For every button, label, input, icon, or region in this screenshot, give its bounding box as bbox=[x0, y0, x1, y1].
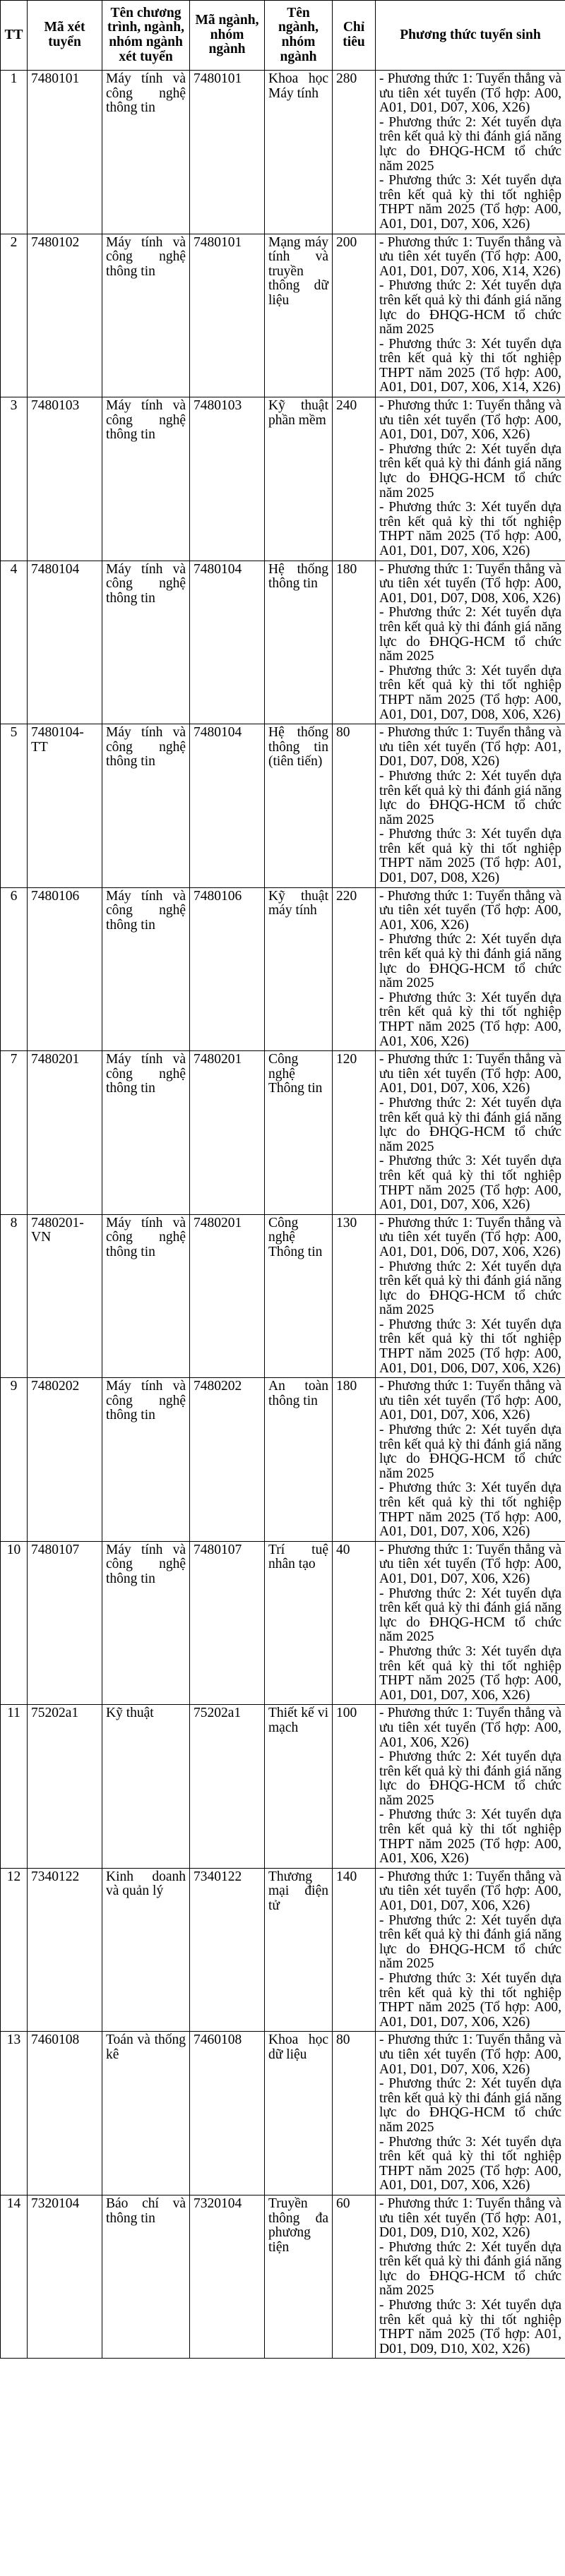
header-row bbox=[1, 1, 565, 71]
table-row bbox=[1, 724, 565, 888]
cell-ma-xet-tuyen: 7480104-TT bbox=[28, 724, 102, 888]
cell-chi-tieu: 130 bbox=[333, 1214, 376, 1378]
cell-ma-xet-tuyen: 7480202 bbox=[28, 1378, 102, 1542]
header-ma-nganh: Mã ngành, nhóm ngành bbox=[190, 1, 265, 71]
cell-ten-nganh: Truyền thông đa phương tiện bbox=[265, 2195, 333, 2359]
cell-tt: 4 bbox=[1, 561, 28, 724]
cell-chi-tieu: 180 bbox=[333, 561, 376, 724]
admission-method: - Phương thức 1: Tuyển thẳng và ưu tiên xét tuyển (Tổ hợp: A01, D01, D07, D08, X26) bbox=[379, 725, 561, 769]
cell-chi-tieu: 200 bbox=[333, 234, 376, 397]
header-ma-xet-tuyen: Mã xét tuyển bbox=[28, 1, 102, 71]
table-row bbox=[1, 561, 565, 724]
admission-method: - Phương thức 2: Xét tuyển dựa trên kết quả kỳ thi đánh giá năng lực do ĐHQG-HCM tổ chức năm 2025 bbox=[379, 1095, 561, 1154]
cell-ma-nganh: 75202a1 bbox=[190, 1705, 265, 1869]
admission-method: - Phương thức 3: Xét tuyển dựa trên kết quả kỳ thi tốt nghiệp THPT năm 2025 (Tổ hợp: A00, A01, D01, D07, X06, X26) bbox=[379, 1154, 561, 1213]
cell-phuong-thuc bbox=[376, 2032, 565, 2195]
cell-ten-nganh: Kỹ thuật máy tính bbox=[265, 887, 333, 1051]
admission-method: - Phương thức 3: Xét tuyển dựa trên kết quả kỳ thi tốt nghiệp THPT năm 2025 (Tổ hợp: A00, A01, D01, D07, X06, X26) bbox=[379, 1971, 561, 2030]
cell-chuong-trinh: Máy tính và công nghệ thông tin bbox=[102, 1214, 190, 1378]
admission-method: - Phương thức 1: Tuyển thẳng và ưu tiên xét tuyển (Tổ hợp: A00, A01, D01, D07, X06, X26) bbox=[379, 1542, 561, 1586]
cell-phuong-thuc bbox=[376, 1868, 565, 2032]
admission-method: - Phương thức 1: Tuyển thẳng và ưu tiên xét tuyển (Tổ hợp: A00, A01, D01, D06, D07, X06, X26) bbox=[379, 1215, 561, 1259]
admission-method: - Phương thức 3: Xét tuyển dựa trên kết quả kỳ thi tốt nghiệp THPT năm 2025 (Tổ hợp: A00, A01, D01, D07, X06, X26) bbox=[379, 1643, 561, 1703]
cell-ten-nganh: Thương mại điện tử bbox=[265, 1868, 333, 2032]
cell-tt: 10 bbox=[1, 1541, 28, 1705]
admission-method: - Phương thức 1: Tuyển thẳng và ưu tiên xét tuyển (Tổ hợp: A00, A01, X06, X26) bbox=[379, 1706, 561, 1750]
cell-ma-xet-tuyen: 7320104 bbox=[28, 2195, 102, 2359]
cell-ma-xet-tuyen: 7480103 bbox=[28, 397, 102, 561]
cell-ma-nganh: 7480103 bbox=[190, 397, 265, 561]
cell-tt: 9 bbox=[1, 1378, 28, 1542]
cell-chi-tieu: 80 bbox=[333, 2032, 376, 2195]
admission-method: - Phương thức 2: Xét tuyển dựa trên kết quả kỳ thi đánh giá năng lực do ĐHQG-HCM tổ chức năm 2025 bbox=[379, 1422, 561, 1481]
cell-ma-xet-tuyen: 7480104 bbox=[28, 561, 102, 724]
table-row bbox=[1, 1868, 565, 2032]
cell-ma-xet-tuyen: 7480201-VN bbox=[28, 1214, 102, 1378]
cell-ten-nganh: An toàn thông tin bbox=[265, 1378, 333, 1542]
cell-ma-nganh: 7320104 bbox=[190, 2195, 265, 2359]
cell-ma-nganh: 7480202 bbox=[190, 1378, 265, 1542]
cell-tt: 1 bbox=[1, 71, 28, 234]
cell-tt: 3 bbox=[1, 397, 28, 561]
cell-phuong-thuc bbox=[376, 1378, 565, 1542]
cell-ma-xet-tuyen: 7480201 bbox=[28, 1051, 102, 1215]
table-row bbox=[1, 397, 565, 561]
cell-phuong-thuc bbox=[376, 887, 565, 1051]
cell-chuong-trinh: Máy tính và công nghệ thông tin bbox=[102, 724, 190, 888]
cell-tt: 2 bbox=[1, 234, 28, 397]
cell-ma-xet-tuyen: 7480106 bbox=[28, 887, 102, 1051]
cell-phuong-thuc bbox=[376, 1705, 565, 1869]
table-row bbox=[1, 1051, 565, 1215]
cell-chuong-trinh: Máy tính và công nghệ thông tin bbox=[102, 561, 190, 724]
table-row bbox=[1, 1378, 565, 1542]
cell-ma-nganh: 7480101 bbox=[190, 71, 265, 234]
header-tt: TT bbox=[1, 1, 28, 71]
header-phuong-thuc: Phương thức tuyển sinh bbox=[376, 1, 565, 71]
cell-chuong-trinh: Kinh doanh và quản lý bbox=[102, 1868, 190, 2032]
cell-phuong-thuc bbox=[376, 724, 565, 888]
admission-method: - Phương thức 2: Xét tuyển dựa trên kết quả kỳ thi đánh giá năng lực do ĐHQG-HCM tổ chức năm 2025 bbox=[379, 768, 561, 827]
admission-method: - Phương thức 2: Xét tuyển dựa trên kết quả kỳ thi đánh giá năng lực do ĐHQG-HCM tổ chức năm 2025 bbox=[379, 114, 561, 174]
table-row bbox=[1, 2195, 565, 2359]
admission-method: - Phương thức 3: Xét tuyển dựa trên kết quả kỳ thi tốt nghiệp THPT năm 2025 (Tổ hợp: A00, A01, D01, D07, D08, X06, X26) bbox=[379, 663, 561, 722]
header-chi-tieu: Chỉ tiêu bbox=[333, 1, 376, 71]
cell-ma-nganh: 7480201 bbox=[190, 1214, 265, 1378]
table-row bbox=[1, 2032, 565, 2195]
cell-tt: 8 bbox=[1, 1214, 28, 1378]
cell-ma-xet-tuyen: 75202a1 bbox=[28, 1705, 102, 1869]
cell-chuong-trinh: Máy tính và công nghệ thông tin bbox=[102, 397, 190, 561]
table-row bbox=[1, 234, 565, 397]
cell-chi-tieu: 140 bbox=[333, 1868, 376, 2032]
admission-method: - Phương thức 3: Xét tuyển dựa trên kết quả kỳ thi tốt nghiệp THPT năm 2025 (Tổ hợp: A01, D01, D09, D10, X02, X26) bbox=[379, 2298, 561, 2356]
cell-chuong-trinh: Máy tính và công nghệ thông tin bbox=[102, 1378, 190, 1542]
cell-ten-nganh: Hệ thống thông tin bbox=[265, 561, 333, 724]
admission-method: - Phương thức 2: Xét tuyển dựa trên kết quả kỳ thi đánh giá năng lực do ĐHQG-HCM tổ chức năm 2025 bbox=[379, 1749, 561, 1808]
cell-chuong-trinh: Báo chí và thông tin bbox=[102, 2195, 190, 2359]
cell-chuong-trinh: Máy tính và công nghệ thông tin bbox=[102, 1051, 190, 1215]
admission-method: - Phương thức 2: Xét tuyển dựa trên kết quả kỳ thi đánh giá năng lực do ĐHQG-HCM tổ chức năm 2025 bbox=[379, 605, 561, 664]
admission-method: - Phương thức 2: Xét tuyển dựa trên kết quả kỳ thi đánh giá năng lực do ĐHQG-HCM tổ chức năm 2025 bbox=[379, 1586, 561, 1645]
cell-chi-tieu: 120 bbox=[333, 1051, 376, 1215]
admission-method: - Phương thức 3: Xét tuyển dựa trên kết quả kỳ thi tốt nghiệp THPT năm 2025 (Tổ hợp: A00, A01, D01, D07, X06, X26) bbox=[379, 173, 561, 232]
cell-phuong-thuc bbox=[376, 234, 565, 397]
cell-ma-nganh: 7480104 bbox=[190, 724, 265, 888]
cell-tt: 11 bbox=[1, 1705, 28, 1869]
header-ten-chuong-trinh: Tên chương trình, ngành, nhóm ngành xét tuyển bbox=[102, 1, 190, 71]
cell-phuong-thuc bbox=[376, 561, 565, 724]
cell-chuong-trinh: Máy tính và công nghệ thông tin bbox=[102, 71, 190, 234]
table-header bbox=[1, 1, 565, 71]
cell-ten-nganh: Kỹ thuật phần mềm bbox=[265, 397, 333, 561]
cell-ma-nganh: 7480104 bbox=[190, 561, 265, 724]
cell-phuong-thuc bbox=[376, 71, 565, 234]
cell-chi-tieu: 220 bbox=[333, 887, 376, 1051]
admission-method: - Phương thức 3: Xét tuyển dựa trên kết quả kỳ thi tốt nghiệp THPT năm 2025 (Tổ hợp: A00, A01, D01, D07, X06, X26) bbox=[379, 2134, 561, 2193]
cell-chuong-trinh: Kỹ thuật bbox=[102, 1705, 190, 1869]
admission-method: - Phương thức 2: Xét tuyển dựa trên kết quả kỳ thi đánh giá năng lực do ĐHQG-HCM tổ chức năm 2025 bbox=[379, 932, 561, 991]
admission-method: - Phương thức 3: Xét tuyển dựa trên kết quả kỳ thi tốt nghiệp THPT năm 2025 (Tổ hợp: A00, A01, X06, X26) bbox=[379, 1807, 561, 1867]
cell-ma-xet-tuyen: 7480107 bbox=[28, 1541, 102, 1705]
cell-phuong-thuc bbox=[376, 1051, 565, 1215]
admission-method: - Phương thức 2: Xét tuyển dựa trên kết quả kỳ thi đánh giá năng lực do ĐHQG-HCM tổ chức năm 2025 bbox=[379, 2239, 561, 2299]
table-row bbox=[1, 887, 565, 1051]
cell-chi-tieu: 180 bbox=[333, 1378, 376, 1542]
admission-method: - Phương thức 1: Tuyển thẳng và ưu tiên xét tuyển (Tổ hợp: A00, A01, D01, D07, X06, X26) bbox=[379, 1052, 561, 1096]
header-ten-nganh: Tên ngành, nhóm ngành bbox=[265, 1, 333, 71]
cell-chi-tieu: 280 bbox=[333, 71, 376, 234]
admission-method: - Phương thức 3: Xét tuyển dựa trên kết quả kỳ thi tốt nghiệp THPT năm 2025 (Tổ hợp: A00, A01, D01, D06, D07, X06, X26) bbox=[379, 1317, 561, 1376]
cell-ma-nganh: 7340122 bbox=[190, 1868, 265, 2032]
admission-method: - Phương thức 3: Xét tuyển dựa trên kết quả kỳ thi tốt nghiệp THPT năm 2025 (Tổ hợp: A00, A01, D01, D07, X06, X26) bbox=[379, 500, 561, 558]
cell-chi-tieu: 240 bbox=[333, 397, 376, 561]
cell-phuong-thuc bbox=[376, 1541, 565, 1705]
admission-method: - Phương thức 1: Tuyển thẳng và ưu tiên xét tuyển (Tổ hợp: A00, A01, D01, D07, D08, X06, X26) bbox=[379, 561, 561, 606]
admission-method: - Phương thức 1: Tuyển thẳng và ưu tiên xét tuyển (Tổ hợp: A00, A01, D01, D07, X06, X26) bbox=[379, 1869, 561, 1914]
cell-ten-nganh: Hệ thống thông tin (tiên tiến) bbox=[265, 724, 333, 888]
admission-method: - Phương thức 3: Xét tuyển dựa trên kết quả kỳ thi tốt nghiệp THPT năm 2025 (Tổ hợp: A00, A01, D01, D07, X06, X26) bbox=[379, 1480, 561, 1540]
cell-phuong-thuc bbox=[376, 1214, 565, 1378]
cell-ten-nganh: Công nghệ Thông tin bbox=[265, 1214, 333, 1378]
admission-method: - Phương thức 2: Xét tuyển dựa trên kết quả kỳ thi đánh giá năng lực do ĐHQG-HCM tổ chức năm 2025 bbox=[379, 1912, 561, 1972]
admission-method: - Phương thức 3: Xét tuyển dựa trên kết quả kỳ thi tốt nghiệp THPT năm 2025 (Tổ hợp: A00, A01, X06, X26) bbox=[379, 990, 561, 1049]
cell-ma-xet-tuyen: 7480101 bbox=[28, 71, 102, 234]
admission-method: - Phương thức 3: Xét tuyển dựa trên kết quả kỳ thi tốt nghiệp THPT năm 2025 (Tổ hợp: A01, D01, D07, D08, X26) bbox=[379, 827, 561, 886]
cell-ma-xet-tuyen: 7460108 bbox=[28, 2032, 102, 2195]
cell-tt: 13 bbox=[1, 2032, 28, 2195]
table-row bbox=[1, 1214, 565, 1378]
cell-ma-nganh: 7460108 bbox=[190, 2032, 265, 2195]
admission-method: - Phương thức 1: Tuyển thẳng và ưu tiên xét tuyển (Tổ hợp: A00, A01, D01, D07, X06, X26) bbox=[379, 2032, 561, 2077]
admission-method: - Phương thức 2: Xét tuyển dựa trên kết quả kỳ thi đánh giá năng lực do ĐHQG-HCM tổ chức năm 2025 bbox=[379, 278, 561, 337]
cell-ten-nganh: Thiết kế vi mạch bbox=[265, 1705, 333, 1869]
admission-method: - Phương thức 1: Tuyển thẳng và ưu tiên xét tuyển (Tổ hợp: A00, A01, D01, D07, X06, X26) bbox=[379, 1379, 561, 1423]
admission-method: - Phương thức 2: Xét tuyển dựa trên kết quả kỳ thi đánh giá năng lực do ĐHQG-HCM tổ chức năm 2025 bbox=[379, 2076, 561, 2135]
admission-method: - Phương thức 2: Xét tuyển dựa trên kết quả kỳ thi đánh giá năng lực do ĐHQG-HCM tổ chức năm 2025 bbox=[379, 441, 561, 501]
cell-tt: 12 bbox=[1, 1868, 28, 2032]
cell-ma-nganh: 7480101 bbox=[190, 234, 265, 397]
admission-method: - Phương thức 1: Tuyển thẳng và ưu tiên xét tuyển (Tổ hợp: A01, D01, D09, D10, X02, X26) bbox=[379, 2195, 561, 2241]
cell-ma-nganh: 7480201 bbox=[190, 1051, 265, 1215]
cell-chi-tieu: 100 bbox=[333, 1705, 376, 1869]
cell-chuong-trinh: Máy tính và công nghệ thông tin bbox=[102, 1541, 190, 1705]
cell-chi-tieu: 80 bbox=[333, 724, 376, 888]
cell-ten-nganh: Khoa học Máy tính bbox=[265, 71, 333, 234]
table-body bbox=[1, 71, 565, 2359]
cell-ma-xet-tuyen: 7480102 bbox=[28, 234, 102, 397]
admission-method: - Phương thức 1: Tuyển thẳng và ưu tiên xét tuyển (Tổ hợp: A00, A01, D01, D07, X06, X26) bbox=[379, 71, 561, 116]
cell-ma-nganh: 7480106 bbox=[190, 887, 265, 1051]
cell-tt: 14 bbox=[1, 2195, 28, 2359]
cell-chi-tieu: 60 bbox=[333, 2195, 376, 2359]
admission-method: - Phương thức 1: Tuyển thẳng và ưu tiên xét tuyển (Tổ hợp: A00, A01, D01, D07, X06, X14, X26) bbox=[379, 234, 561, 279]
cell-ten-nganh: Khoa học dữ liệu bbox=[265, 2032, 333, 2195]
cell-tt: 7 bbox=[1, 1051, 28, 1215]
cell-ten-nganh: Trí tuệ nhân tạo bbox=[265, 1541, 333, 1705]
cell-tt: 5 bbox=[1, 724, 28, 888]
admission-method: - Phương thức 1: Tuyển thẳng và ưu tiên xét tuyển (Tổ hợp: A00, A01, X06, X26) bbox=[379, 888, 561, 933]
cell-chuong-trinh: Toán và thống kê bbox=[102, 2032, 190, 2195]
cell-ma-nganh: 7480107 bbox=[190, 1541, 265, 1705]
cell-ma-xet-tuyen: 7340122 bbox=[28, 1868, 102, 2032]
cell-ten-nganh: Mạng máy tính và truyền thông dữ liệu bbox=[265, 234, 333, 397]
admission-method: - Phương thức 2: Xét tuyển dựa trên kết quả kỳ thi đánh giá năng lực do ĐHQG-HCM tổ chức năm 2025 bbox=[379, 1259, 561, 1318]
cell-ten-nganh: Công nghệ Thông tin bbox=[265, 1051, 333, 1215]
cell-tt: 6 bbox=[1, 887, 28, 1051]
table-row bbox=[1, 71, 565, 234]
cell-chi-tieu: 40 bbox=[333, 1541, 376, 1705]
admission-method: - Phương thức 3: Xét tuyển dựa trên kết quả kỳ thi tốt nghiệp THPT năm 2025 (Tổ hợp: A00, A01, D01, D07, X06, X14, X26) bbox=[379, 336, 561, 395]
table-row bbox=[1, 1705, 565, 1869]
cell-chuong-trinh: Máy tính và công nghệ thông tin bbox=[102, 234, 190, 397]
table-row bbox=[1, 1541, 565, 1705]
cell-phuong-thuc bbox=[376, 2195, 565, 2359]
cell-phuong-thuc bbox=[376, 397, 565, 561]
cell-chuong-trinh: Máy tính và công nghệ thông tin bbox=[102, 887, 190, 1051]
admission-method: - Phương thức 1: Tuyển thẳng và ưu tiên xét tuyển (Tổ hợp: A00, A01, D01, D07, X06, X26) bbox=[379, 398, 561, 443]
